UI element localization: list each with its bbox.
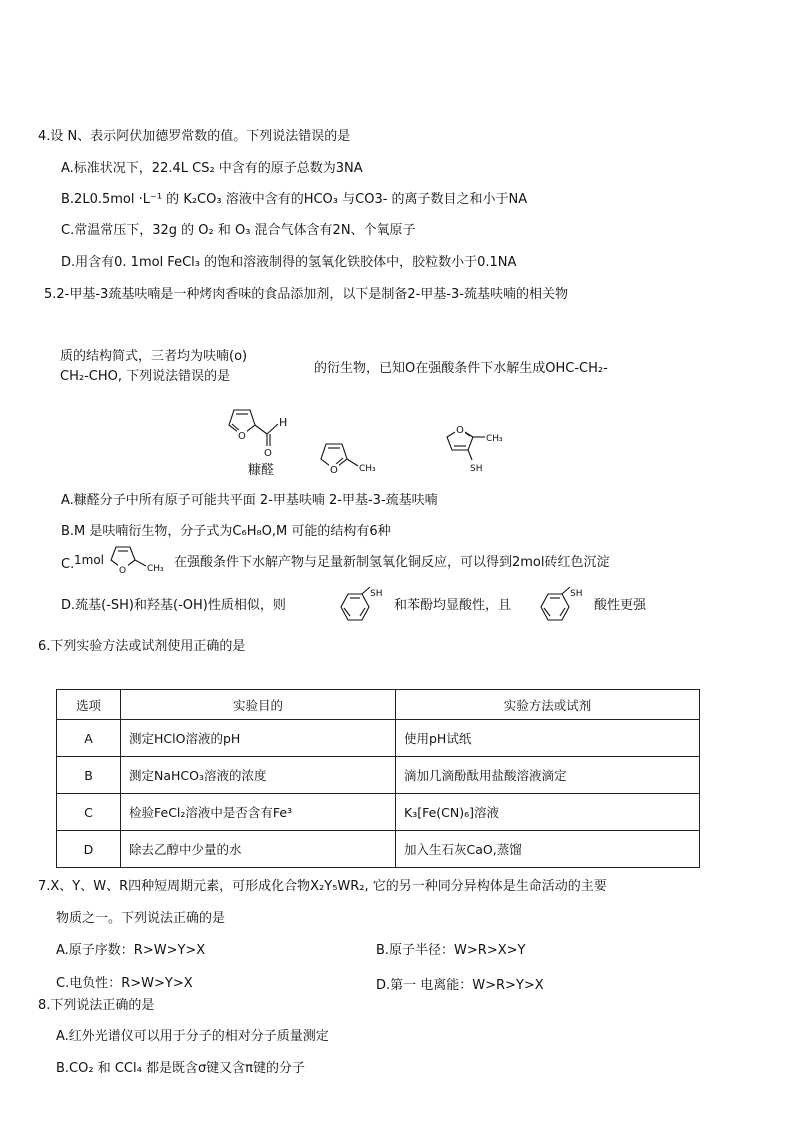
furfural-structure: [222, 400, 298, 460]
table-cell-option: C: [57, 794, 121, 831]
table-cell-method: 加入生石灰CaO,蒸馏: [396, 831, 700, 868]
q4-stem: 4.设 N、表示阿伏加德罗常数的值。下列说法错误的是: [38, 129, 351, 144]
methylfuran-structure: [316, 438, 388, 484]
thiophenol-2-sh-label: SH: [570, 589, 583, 599]
q5-option-a: A.糠醛分子中所有原子可能共平面 2-甲基呋喃 2-甲基-3-巯基呋喃: [61, 493, 438, 508]
q4-option-b: B.2L0.5mol ·L⁻¹ 的 K₂CO₃ 溶液中含有的HCO₃ 与CO3- 的离子数目之和小于NA: [61, 192, 528, 207]
q5-stem-line2: 质的结构简式，三者均为呋喃(o): [60, 349, 248, 364]
q7-option-b: B.原子半径：W>R>X>Y: [376, 943, 526, 958]
table-cell-method: 滴加几滴酚酞用盐酸溶液滴定: [396, 757, 700, 794]
table-row: [57, 831, 700, 868]
table-cell-method: 使用pH试纸: [396, 720, 700, 757]
mmfuran-ch3-label: CH₃: [486, 434, 503, 444]
furfural-o-label: O: [238, 431, 246, 442]
q7-option-d: D.第一 电离能：W>R>Y>X: [376, 978, 544, 993]
furfural-label: 糠醛: [248, 463, 275, 478]
mmfuran-o-label: O: [456, 425, 464, 436]
table-cell-option: A: [57, 720, 121, 757]
q5-option-c-amount: 1mol: [74, 553, 104, 567]
q5-option-d-mid: 和苯酚均显酸性，且: [394, 598, 512, 613]
q7-option-a: A.原子序数：R>W>Y>X: [56, 943, 206, 958]
q6-stem: 6.下列实验方法或试剂使用正确的是: [38, 639, 246, 654]
table-cell-option: D: [57, 831, 121, 868]
q4-option-d: D.用含有0. 1mol FeCl₃ 的饱和溶液制得的氢氧化铁胶体中，胶粒数小于0.1NA: [61, 255, 517, 270]
table-cell-option: B: [57, 757, 121, 794]
table-row: [57, 720, 700, 757]
furfural-carbonyl-o: O: [264, 448, 272, 459]
q5-stem-line3: CH₂-CHO, 下列说法错误的是: [60, 369, 231, 384]
thiophenol-1-sh-label: SH: [370, 589, 383, 599]
thiophenol-structure-2: [530, 586, 596, 630]
table-cell-purpose: 检验FeCl₂溶液中是否含有Fe³: [121, 794, 396, 831]
table-cell-purpose: 测定NaHCO₃溶液的浓度: [121, 757, 396, 794]
table-cell-method: K₃[Fe(CN)₆]溶液: [396, 794, 700, 831]
methylfuran-ch3-label: CH₃: [359, 464, 376, 474]
methylmercaptofuran-structure: [440, 424, 520, 480]
q5-option-c-text: 在强酸条件下水解产物与足量新制氢氧化铜反应，可以得到2mol砖红色沉淀: [174, 555, 610, 570]
q4-option-a: A.标准状况下，22.4L CS₂ 中含有的原子总数为3NA: [61, 161, 363, 176]
table-row: [57, 794, 700, 831]
experiment-table: [56, 689, 700, 868]
mmfuran-sh-label: SH: [470, 464, 483, 474]
option-c-o-label: O: [119, 566, 127, 576]
table-row: [57, 757, 700, 794]
q8-stem: 8.下列说法正确的是: [38, 998, 155, 1013]
header-option: 选项: [57, 690, 121, 720]
q7-stem-line2: 物质之一。下列说法正确的是: [56, 911, 226, 926]
table-header-row: [57, 690, 700, 720]
q5-option-b: B.M 是呋喃衍生物，分子式为C₆H₈O,M 可能的结构有6种: [61, 524, 391, 539]
q8-option-a: A.红外光谱仪可以用于分子的相对分子质量测定: [56, 1029, 329, 1044]
header-purpose: 实验目的: [121, 690, 396, 720]
q5-option-c-prefix: C.: [61, 557, 75, 572]
q7-option-c: C.电负性：R>W>Y>X: [56, 976, 193, 991]
q5-stem-right: 的衍生物，已知O在强酸条件下水解生成OHC-CH₂-: [314, 361, 608, 376]
option-c-ch3-label: CH₃: [147, 564, 164, 574]
q5-option-d-prefix: D.巯基(-SH)和羟基(-OH)性质相似，则: [61, 598, 286, 613]
thiophenol-structure-1: [330, 586, 396, 630]
q7-stem: 7.X、Y、W、R四种短周期元素，可形成化合物X₂Y₅WR₂, 它的另一种同分异构体是生命活动的主要: [38, 879, 607, 894]
header-method: 实验方法或试剂: [396, 690, 700, 720]
q8-option-b: B.CO₂ 和 CCl₄ 都是既含σ键又含π键的分子: [56, 1061, 306, 1076]
table-cell-purpose: 测定HClO溶液的pH: [121, 720, 396, 757]
q5-option-d-end: 酸性更强: [594, 598, 647, 613]
methylfuran-o-label: O: [330, 465, 338, 476]
q5-stem: 5.2-甲基-3巯基呋喃是一种烤肉香味的食品添加剂，以下是制备2-甲基-3-巯基呋喃的相关物: [44, 287, 568, 302]
option-c-methylfuran: [106, 544, 174, 578]
q4-option-c: C.常温常压下，32g 的 O₂ 和 O₃ 混合气体含有2N、个氧原子: [61, 223, 416, 238]
furfural-h-label: H: [279, 416, 288, 429]
table-cell-purpose: 除去乙醇中少量的水: [121, 831, 396, 868]
